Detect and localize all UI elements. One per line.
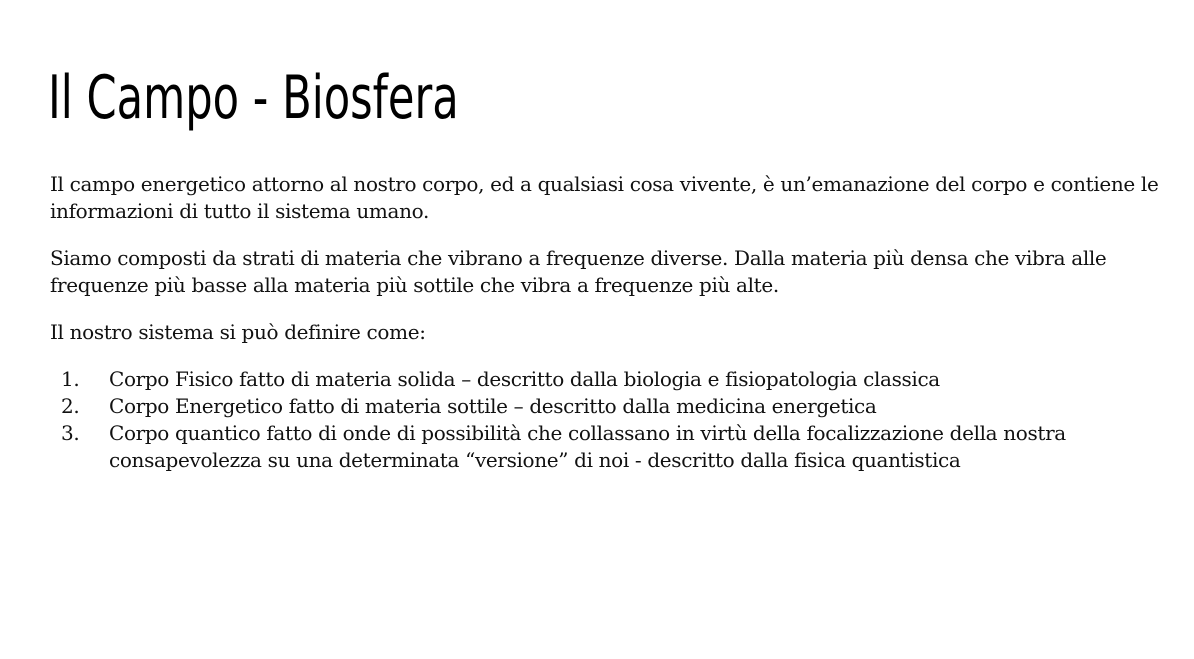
paragraph-definition: Il nostro sistema si può definire come: [50,320,426,344]
paragraph-intro: Il campo energetico attorno al nostro corpo, ed a qualsiasi cosa vivente, è un’emanazione del corpo e contiene le informazioni di tutto il sistema umano. [50,172,1159,223]
body-list [50,366,1160,474]
list-item [50,420,1160,474]
list-item [50,366,1160,393]
paragraph-layers: Siamo composti da strati di materia che vibrano a frequenze diverse. Dalla materia più densa che vibra alle frequenze più basse alla materia più sottile che vibra a frequenze più alte. [50,246,1107,297]
list-item-number: 2. [61,394,80,418]
list-item-text: Corpo quantico fatto di onde di possibilità che collassano in virtù della focalizzazione della nostra consapevolezza su una determinata “versione” di noi - descritto dalla fisica quantistica [109,421,1066,472]
slide-body [50,171,1160,474]
list-item [50,393,1160,420]
list-item-text: Corpo Energetico fatto di materia sottile – descritto dalla medicina energetica [109,394,877,418]
list-item-text: Corpo Fisico fatto di materia solida – descritto dalla biologia e fisiopatologia classica [109,367,940,391]
list-item-number: 3. [61,421,80,445]
list-item-number: 1. [61,367,80,391]
slide-title: Il Campo - Biosfera [48,63,459,133]
